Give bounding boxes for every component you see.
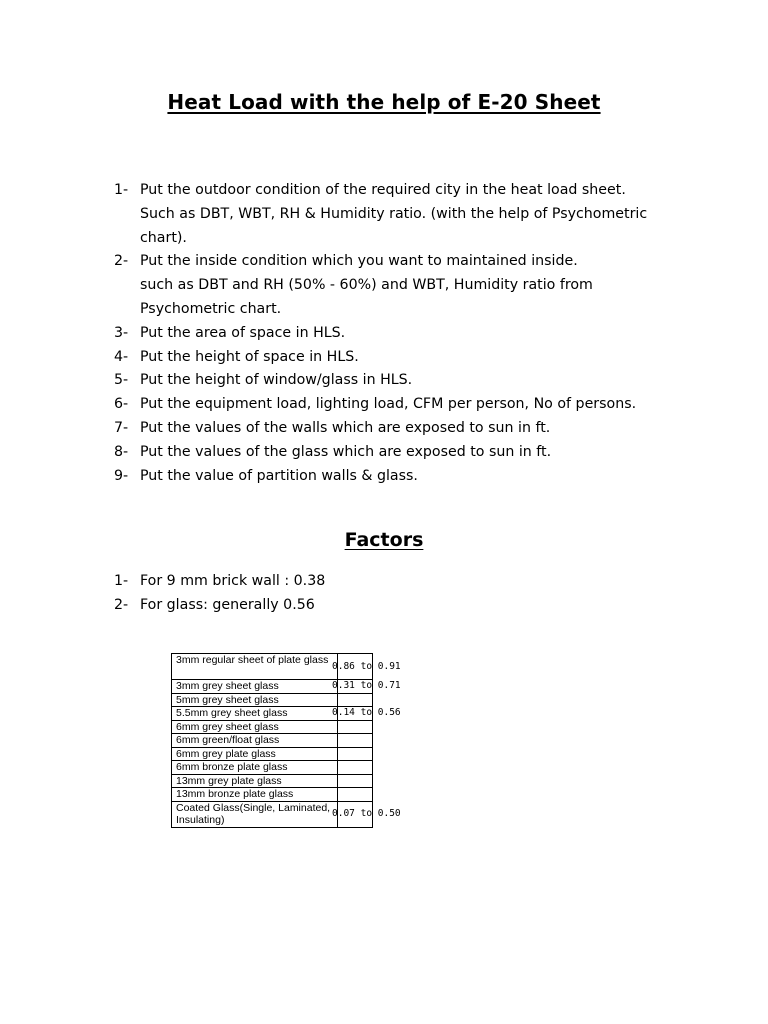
table-row [172, 788, 373, 802]
glass-type-cell: 5.5mm grey sheet glass [172, 707, 338, 721]
factor-label: For 9 mm brick wall : [140, 573, 294, 589]
step-number: 4- [114, 348, 129, 365]
step-text-line: Psychometric chart. [140, 300, 282, 317]
glass-factor-cell [338, 693, 373, 707]
glass-type-cell: 13mm bronze plate glass [172, 788, 338, 802]
list-item [114, 441, 674, 465]
list-item [114, 346, 674, 370]
step-number: 1- [114, 182, 129, 198]
list-item [114, 569, 325, 593]
step-text-line: Put the area of space in HLS. [140, 324, 346, 341]
list-item [114, 250, 674, 321]
step-number: 8- [114, 443, 129, 460]
step-text-line: chart). [140, 229, 187, 246]
glass-type-cell: 5mm grey sheet glass [172, 693, 338, 707]
glass-factor-cell [338, 720, 373, 734]
factors-heading: Factors [344, 529, 424, 551]
table-row [172, 801, 373, 827]
table-row [172, 761, 373, 775]
glass-factor-value: 0.14 to 0.56 [332, 707, 401, 718]
page-title: Heat Load with the help of E-20 Sheet [167, 90, 601, 114]
factor-number: 1- [114, 573, 129, 589]
step-text-line: Such as DBT, WBT, RH & Humidity ratio. (with the help of Psychometric [140, 205, 648, 222]
glass-type-cell: 6mm grey sheet glass [172, 720, 338, 734]
step-text-line: Put the height of window/glass in HLS. [140, 372, 413, 389]
step-text-line: Put the values of the walls which are exposed to sun in ft. [140, 419, 551, 436]
glass-factor-table [171, 653, 401, 828]
step-text-line: Put the height of space in HLS. [140, 348, 359, 365]
glass-factor-cell [332, 680, 401, 694]
glass-factor-value: 0.31 to 0.71 [332, 680, 401, 691]
glass-factor-value: 0.86 to 0.91 [332, 660, 401, 672]
list-item [114, 322, 674, 346]
factor-number: 2- [114, 597, 129, 613]
step-text-line: Put the value of partition walls & glass. [140, 467, 418, 484]
list-item [114, 593, 325, 617]
step-number: 6- [114, 396, 129, 413]
glass-type-cell: Coated Glass(Single, Laminated, Insulating) [172, 801, 338, 827]
step-text-line: Put the equipment load, lighting load, CFM per person, No of persons. [140, 396, 637, 413]
glass-type-cell: 3mm regular sheet of plate glass [172, 654, 338, 680]
glass-factor-value: 0.07 to 0.50 [332, 807, 401, 819]
glass-factor-cell [338, 734, 373, 748]
glass-type-cell: 6mm green/float glass [172, 734, 338, 748]
table-row [172, 720, 373, 734]
glass-factor-cell [338, 761, 373, 775]
step-number: 9- [114, 467, 129, 484]
table-row [172, 707, 373, 721]
glass-factor-cell [338, 774, 373, 788]
table-row [172, 693, 373, 707]
step-number: 3- [114, 324, 129, 341]
step-text-line: Put the values of the glass which are exposed to sun in ft. [140, 443, 552, 460]
factors-list [114, 569, 325, 617]
step-number: 7- [114, 419, 129, 436]
step-number: 5- [114, 372, 129, 389]
glass-factor-cell [338, 788, 373, 802]
table-row [172, 734, 373, 748]
factor-value: 0.38 [293, 573, 326, 589]
table-row [172, 680, 373, 694]
glass-factor-cell [332, 707, 401, 721]
step-text-line: Put the outdoor condition of the required city in the heat load sheet. [140, 182, 626, 198]
glass-factor-cell [332, 801, 401, 827]
table-row [172, 774, 373, 788]
table-row [172, 654, 373, 680]
table-row [172, 747, 373, 761]
list-item [114, 369, 674, 393]
step-number: 2- [114, 253, 129, 270]
glass-factor-cell [338, 747, 373, 761]
factor-label: For glass: generally [140, 597, 284, 613]
factor-value: 0.56 [283, 597, 315, 613]
step-text-line: such as DBT and RH (50% - 60%) and WBT, Humidity ratio from [140, 277, 593, 294]
glass-factor-cell [332, 654, 401, 680]
glass-type-cell: 3mm grey sheet glass [172, 680, 338, 694]
step-text-line: Put the inside condition which you want to maintained inside. [140, 253, 578, 270]
list-item [114, 465, 674, 489]
glass-type-cell: 6mm bronze plate glass [172, 761, 338, 775]
glass-type-cell: 6mm grey plate glass [172, 747, 338, 761]
list-item [114, 417, 674, 441]
list-item [114, 393, 674, 417]
list-item [114, 179, 674, 250]
glass-type-cell: 13mm grey plate glass [172, 774, 338, 788]
steps-list [114, 179, 674, 488]
